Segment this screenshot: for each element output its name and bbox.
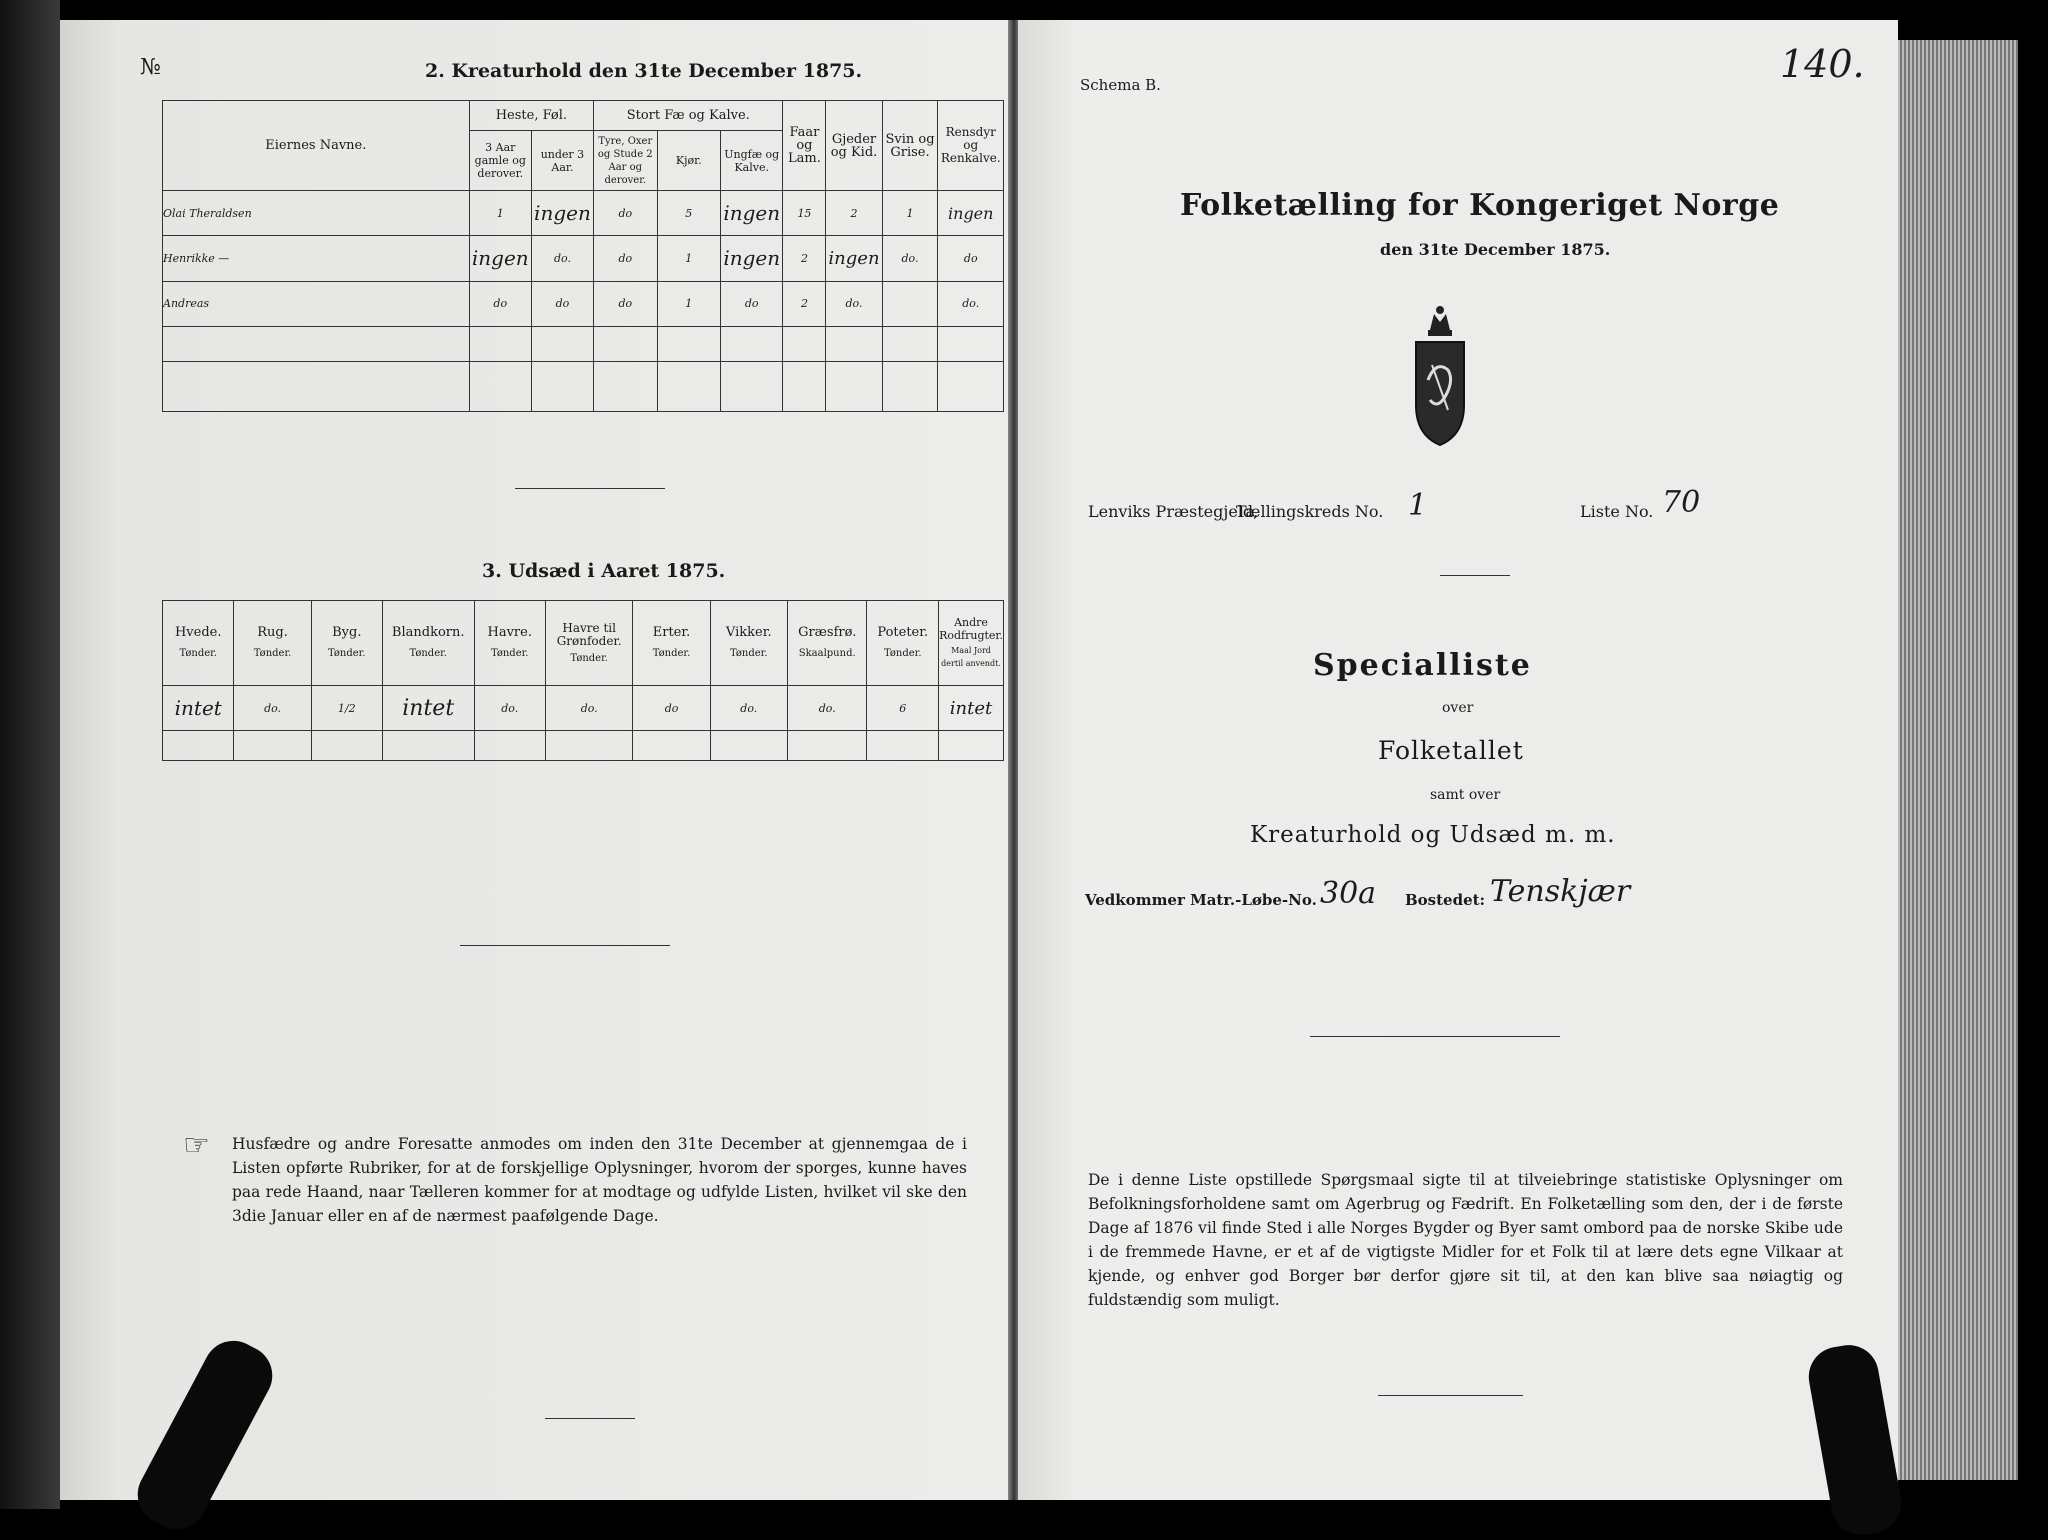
page-stack-edge bbox=[1898, 40, 2018, 1480]
cell-cows: 1 bbox=[657, 281, 720, 326]
cell-pigs: do. bbox=[882, 236, 938, 281]
seed-value: 1/2 bbox=[311, 686, 382, 731]
cell-pigs: 1 bbox=[882, 191, 938, 236]
header-cattle: Stort Fæ og Kalve. bbox=[594, 101, 783, 131]
owner-name: Olai Theraldsen bbox=[163, 191, 470, 236]
cell-horses-under3: do bbox=[531, 281, 593, 326]
table-row bbox=[163, 236, 1004, 281]
cell-horses-3plus: 1 bbox=[469, 191, 531, 236]
seed-value: intet bbox=[939, 686, 1004, 731]
district-label: Tællingskreds No. bbox=[1236, 502, 1384, 521]
list-label: Liste No. bbox=[1580, 502, 1654, 521]
seed-header: Erter. Tønder. bbox=[633, 601, 710, 686]
pointing-hand-icon: ☞ bbox=[183, 1128, 210, 1163]
cell-horses-under3: do. bbox=[531, 236, 593, 281]
header-cows: Kjør. bbox=[657, 131, 720, 191]
cell-goats: 2 bbox=[826, 191, 882, 236]
schema-label: Schema B. bbox=[1080, 76, 1161, 94]
header-owner: Eiernes Navne. bbox=[163, 101, 470, 191]
cell-horses-3plus: ingen bbox=[469, 236, 531, 281]
header-horses-3plus: 3 Aar gamle og derover. bbox=[469, 131, 531, 191]
seed-header: Vikker. Tønder. bbox=[710, 601, 787, 686]
list-value: 70 bbox=[1662, 485, 1701, 520]
cell-young-cattle: ingen bbox=[721, 236, 783, 281]
district-value: 1 bbox=[1408, 488, 1428, 523]
seed-table bbox=[162, 600, 1004, 761]
cell-horses-3plus: do bbox=[469, 281, 531, 326]
table-row bbox=[163, 326, 1004, 361]
divider bbox=[515, 488, 665, 489]
seed-header: Havre til Grønfoder. Tønder. bbox=[545, 601, 633, 686]
parish-label: Lenviks Præstegjeld, bbox=[1088, 502, 1259, 521]
seed-value: do. bbox=[545, 686, 633, 731]
bosted-value: Tenskjær bbox=[1490, 874, 1631, 909]
seed-value: do bbox=[633, 686, 710, 731]
seed-header: Hvede. Tønder. bbox=[163, 601, 234, 686]
kreaturhold-title: Kreaturhold og Udsæd m. m. bbox=[1250, 822, 1616, 848]
seed-header-row bbox=[163, 601, 1004, 686]
section2-title: 2. Kreaturhold den 31te December 1875. bbox=[425, 60, 863, 82]
seed-header: Havre. Tønder. bbox=[474, 601, 545, 686]
census-paragraph: De i denne Liste opstillede Spørgsmaal sigte til at tilveiebringe statistiske Oplysninger om Befolkningsforholdene samt om Agerbrug og Fædrift. En Folketælling som den, der i de første Dage af 1876 vil finde Sted i alle Norges Bygder og Byer samt ombord paa de norske Skibe ude i de fremmede Havne, er et af de vigtigste Midler for et Folk til at lære dets egne Vilkaar at kjende, og enhver god Borger bør derfor gjøre sit til, at den kan blive saa nøiagtig og fuldstændig som muligt. bbox=[1088, 1171, 1843, 1309]
page-number: 140. bbox=[1780, 42, 1865, 86]
seed-value: 6 bbox=[867, 686, 939, 731]
cell-young-cattle: ingen bbox=[721, 191, 783, 236]
left-book-edge bbox=[0, 0, 60, 1509]
divider bbox=[545, 1418, 635, 1419]
cell-cows: 1 bbox=[657, 236, 720, 281]
owner-name: Andreas bbox=[163, 281, 470, 326]
cell-goats: ingen bbox=[826, 236, 882, 281]
seed-header: Rug. Tønder. bbox=[234, 601, 311, 686]
table-row bbox=[163, 281, 1004, 326]
seed-value: do. bbox=[787, 686, 867, 731]
folketallet-title: Folketallet bbox=[1378, 736, 1524, 765]
header-reindeer: Rensdyr og Renkalve. bbox=[938, 101, 1004, 191]
seed-values-row bbox=[163, 686, 1004, 731]
seed-header: Græsfrø. Skaalpund. bbox=[787, 601, 867, 686]
seed-header: Blandkorn. Tønder. bbox=[382, 601, 474, 686]
cell-reindeer: ingen bbox=[938, 191, 1004, 236]
header-young-cattle: Ungfæ og Kalve. bbox=[721, 131, 783, 191]
divider bbox=[460, 945, 670, 946]
header-horses: Heste, Føl. bbox=[469, 101, 593, 131]
header-bulls: Tyre, Oxer og Stude 2 Aar og derover. bbox=[594, 131, 657, 191]
owner-name: Henrikke — bbox=[163, 236, 470, 281]
seed-value: do. bbox=[474, 686, 545, 731]
header-horses-under3: under 3 Aar. bbox=[531, 131, 593, 191]
livestock-table bbox=[162, 100, 1004, 412]
header-sheep: Faar og Lam. bbox=[783, 101, 826, 191]
seed-header: Poteter. Tønder. bbox=[867, 601, 939, 686]
coat-of-arms-icon bbox=[1408, 300, 1472, 450]
matr-value: 30a bbox=[1320, 876, 1377, 911]
cell-horses-under3: ingen bbox=[531, 191, 593, 236]
bosted-label: Bostedet: bbox=[1405, 891, 1486, 909]
household-notice: Husfædre og andre Foresatte anmodes om inden den 31te December at gjennemgaa de i Listen opførte Rubriker, for at de forskjellige Oplysninger, hvorom der sporges, kunne haves paa rede Haand, naar Tælleren kommer for at modtage og udfylde Listen, hvilket vil ske den 3die Januar eller en af de nærmest paafølgende Dage. bbox=[232, 1135, 967, 1225]
samt-over-text: samt over bbox=[1430, 787, 1501, 803]
over-text: over bbox=[1442, 700, 1474, 716]
seed-value: do. bbox=[234, 686, 311, 731]
header-goats: Gjeder og Kid. bbox=[826, 101, 882, 191]
cell-pigs bbox=[882, 281, 938, 326]
seed-value: do. bbox=[710, 686, 787, 731]
cell-sheep: 2 bbox=[783, 236, 826, 281]
divider bbox=[1310, 1036, 1560, 1037]
cell-reindeer: do. bbox=[938, 281, 1004, 326]
table-row bbox=[163, 361, 1004, 411]
cell-goats: do. bbox=[826, 281, 882, 326]
date-line: den 31te December 1875. bbox=[1380, 240, 1611, 259]
cell-bulls: do bbox=[594, 236, 657, 281]
cell-bulls: do bbox=[594, 281, 657, 326]
cell-young-cattle: do bbox=[721, 281, 783, 326]
section3-title: 3. Udsæd i Aaret 1875. bbox=[482, 560, 726, 582]
divider bbox=[1440, 575, 1510, 576]
table-row bbox=[163, 191, 1004, 236]
cell-reindeer: do bbox=[938, 236, 1004, 281]
matr-label: Vedkommer Matr.-Løbe-No. bbox=[1085, 891, 1317, 909]
cell-cows: 5 bbox=[657, 191, 720, 236]
header-pigs: Svin og Grise. bbox=[882, 101, 938, 191]
seed-value: intet bbox=[382, 686, 474, 731]
cell-bulls: do bbox=[594, 191, 657, 236]
corner-mark: № bbox=[140, 55, 161, 80]
seed-header: Andre Rodfrugter. Maal Jord dertil anvendt. bbox=[939, 601, 1004, 686]
main-title: Folketælling for Kongeriget Norge bbox=[1180, 188, 1780, 223]
divider bbox=[1378, 1395, 1523, 1396]
specialliste-title: Specialliste bbox=[1313, 648, 1532, 683]
cell-sheep: 15 bbox=[783, 191, 826, 236]
cell-sheep: 2 bbox=[783, 281, 826, 326]
seed-header: Byg. Tønder. bbox=[311, 601, 382, 686]
seed-value: intet bbox=[163, 686, 234, 731]
table-row bbox=[163, 731, 1004, 761]
